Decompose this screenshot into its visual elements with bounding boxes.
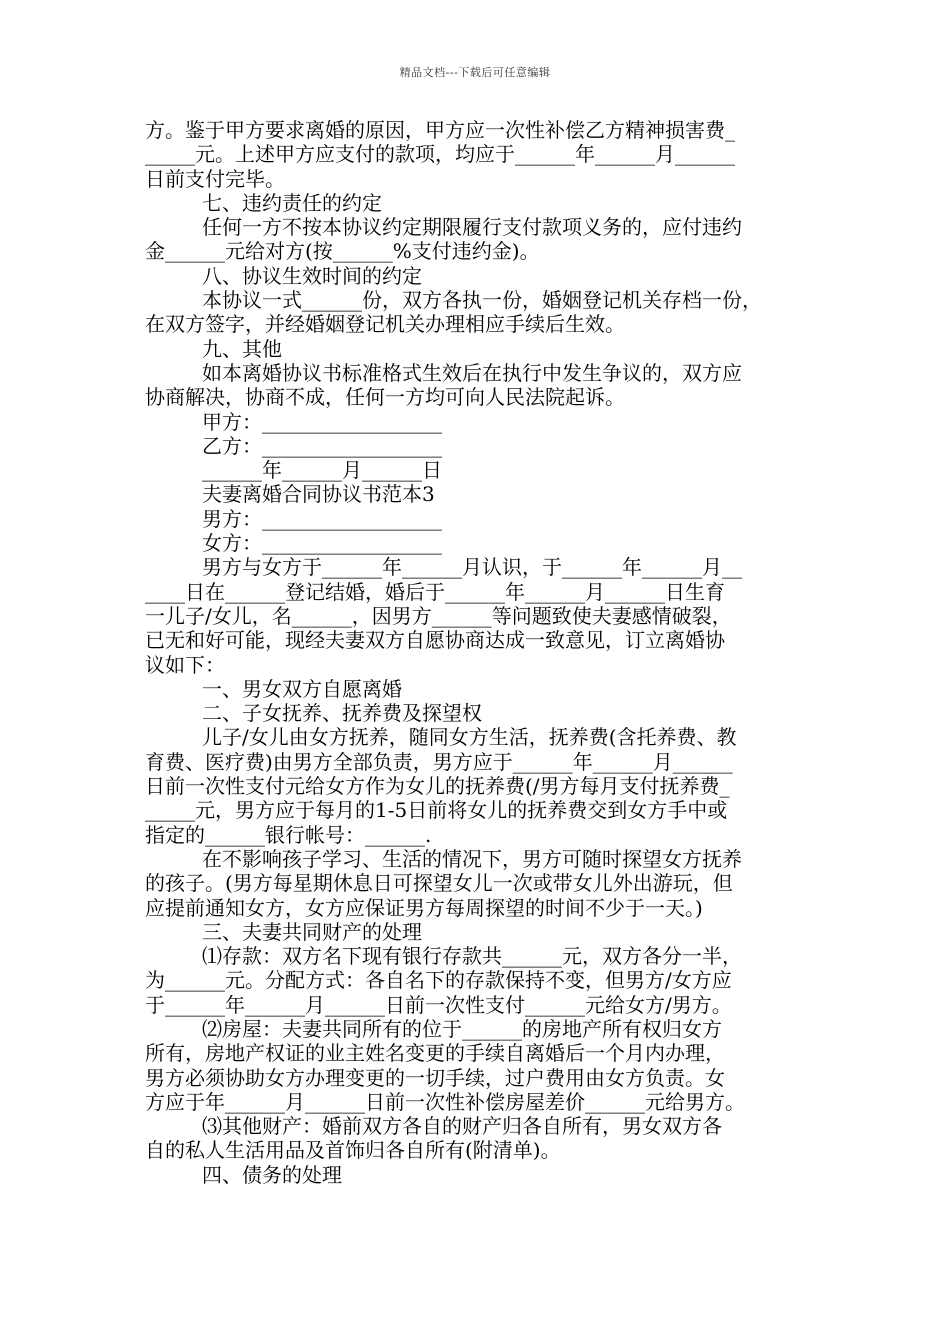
text-line: 如本离婚协议书标准格式生效后在执行中发生争议的，双方应 bbox=[202, 360, 742, 385]
text-line: 儿子/女儿由女方抚养，随同女方生活，抚养费(含托养费、教 bbox=[202, 725, 737, 750]
text-line: ⑶其他财产：婚前双方各自的财产归各自所有，男女双方各 bbox=[202, 1114, 722, 1139]
text-line: ⑴存款：双方名下现有银行存款共______元，双方各分一半， bbox=[202, 944, 742, 969]
text-line: ____日在______登记结婚，婚后于______年______月______日生育 bbox=[145, 579, 725, 604]
text-line: 男方与女方于______年______月认识，于______年______月__ bbox=[202, 555, 742, 580]
text-line: 金______元给对方(按______%支付违约金)。 bbox=[145, 239, 540, 264]
text-line: 协商解决，协商不成，任何一方均可向人民法院起诉。 bbox=[145, 385, 625, 410]
text-line: 任何一方不按本协议约定期限履行支付款项义务的，应付违约 bbox=[202, 215, 742, 240]
text-line: _____元，男方应于每月的1-5日前将女儿的抚养费交到女方手中或 bbox=[145, 798, 728, 823]
text-line: 四、债务的处理 bbox=[202, 1162, 342, 1187]
text-line: 为______元。分配方式：各自名下的存款保持不变，但男方/女方应 bbox=[145, 968, 732, 993]
text-line: 日前支付完毕。 bbox=[145, 166, 285, 191]
text-line: 九、其他 bbox=[202, 336, 282, 361]
text-line: 应提前通知女方，女方应保证男方每周探望的时间不少于一天。) bbox=[145, 895, 703, 920]
text-line: 三、夫妻共同财产的处理 bbox=[202, 919, 422, 944]
text-line: 本协议一式______份，双方各执一份，婚姻登记机关存档一份， bbox=[202, 288, 762, 313]
text-line: 男方：__________________ bbox=[202, 506, 442, 531]
text-line: 已无和好可能，现经夫妻双方自愿协商达成一致意见，订立离婚协 bbox=[145, 628, 725, 653]
text-line: 自的私人生活用品及首饰归各自所有(附清单)。 bbox=[145, 1138, 561, 1163]
text-line: 所有，房地产权证的业主姓名变更的手续自离婚后一个月内办理， bbox=[145, 1041, 725, 1066]
text-line: 二、子女抚养、抚养费及探望权 bbox=[202, 701, 482, 726]
text-line: 乙方：__________________ bbox=[202, 433, 442, 458]
text-line: 女方：__________________ bbox=[202, 531, 442, 556]
text-line: 方应于年______月______日前一次性补偿房屋差价______元给男方。 bbox=[145, 1089, 745, 1114]
text-line: 夫妻离婚合同协议书范本3 bbox=[202, 482, 435, 507]
text-line: 于______年______月______日前一次性支付______元给女方/男方。 bbox=[145, 992, 732, 1017]
text-line: 日前一次性支付元给女方作为女儿的抚养费(/男方每月支付抚养费_ bbox=[145, 774, 730, 799]
text-line: 八、协议生效时间的约定 bbox=[202, 263, 422, 288]
text-line: 甲方：__________________ bbox=[202, 409, 442, 434]
text-line: 育费、医疗费)由男方全部负责，男方应于______年______月______ bbox=[145, 749, 733, 774]
document-body bbox=[145, 118, 815, 1187]
text-line: 男方必须协助女方办理变更的一切手续，过户费用由女方负责。女 bbox=[145, 1065, 725, 1090]
text-line: _____元。上述甲方应支付的款项，均应于______年______月______ bbox=[145, 142, 735, 167]
text-line: 指定的______银行帐号：______. bbox=[145, 822, 432, 847]
text-line: 一儿子/女儿，名______，因男方______等问题致使夫妻感情破裂， bbox=[145, 603, 732, 628]
text-line: 七、违约责任的约定 bbox=[202, 190, 382, 215]
text-line: ______年______月______日 bbox=[202, 458, 442, 483]
text-line: 议如下： bbox=[145, 652, 225, 677]
text-line: 在不影响孩子学习、生活的情况下，男方可随时探望女方抚养 bbox=[202, 846, 742, 871]
text-line: ⑵房屋：夫妻共同所有的位于______的房地产所有权归女方 bbox=[202, 1016, 722, 1041]
text-line: 方。鉴于甲方要求离婚的原因，甲方应一次性补偿乙方精神损害费_ bbox=[145, 118, 735, 142]
page-header: 精品文档---下载后可任意编辑 bbox=[399, 66, 551, 79]
text-line: 的孩子。(男方每星期休息日可探望女儿一次或带女儿外出游玩，但 bbox=[145, 871, 733, 896]
text-line: 在双方签字，并经婚姻登记机关办理相应手续后生效。 bbox=[145, 312, 625, 337]
text-line: 一、男女双方自愿离婚 bbox=[202, 676, 402, 701]
